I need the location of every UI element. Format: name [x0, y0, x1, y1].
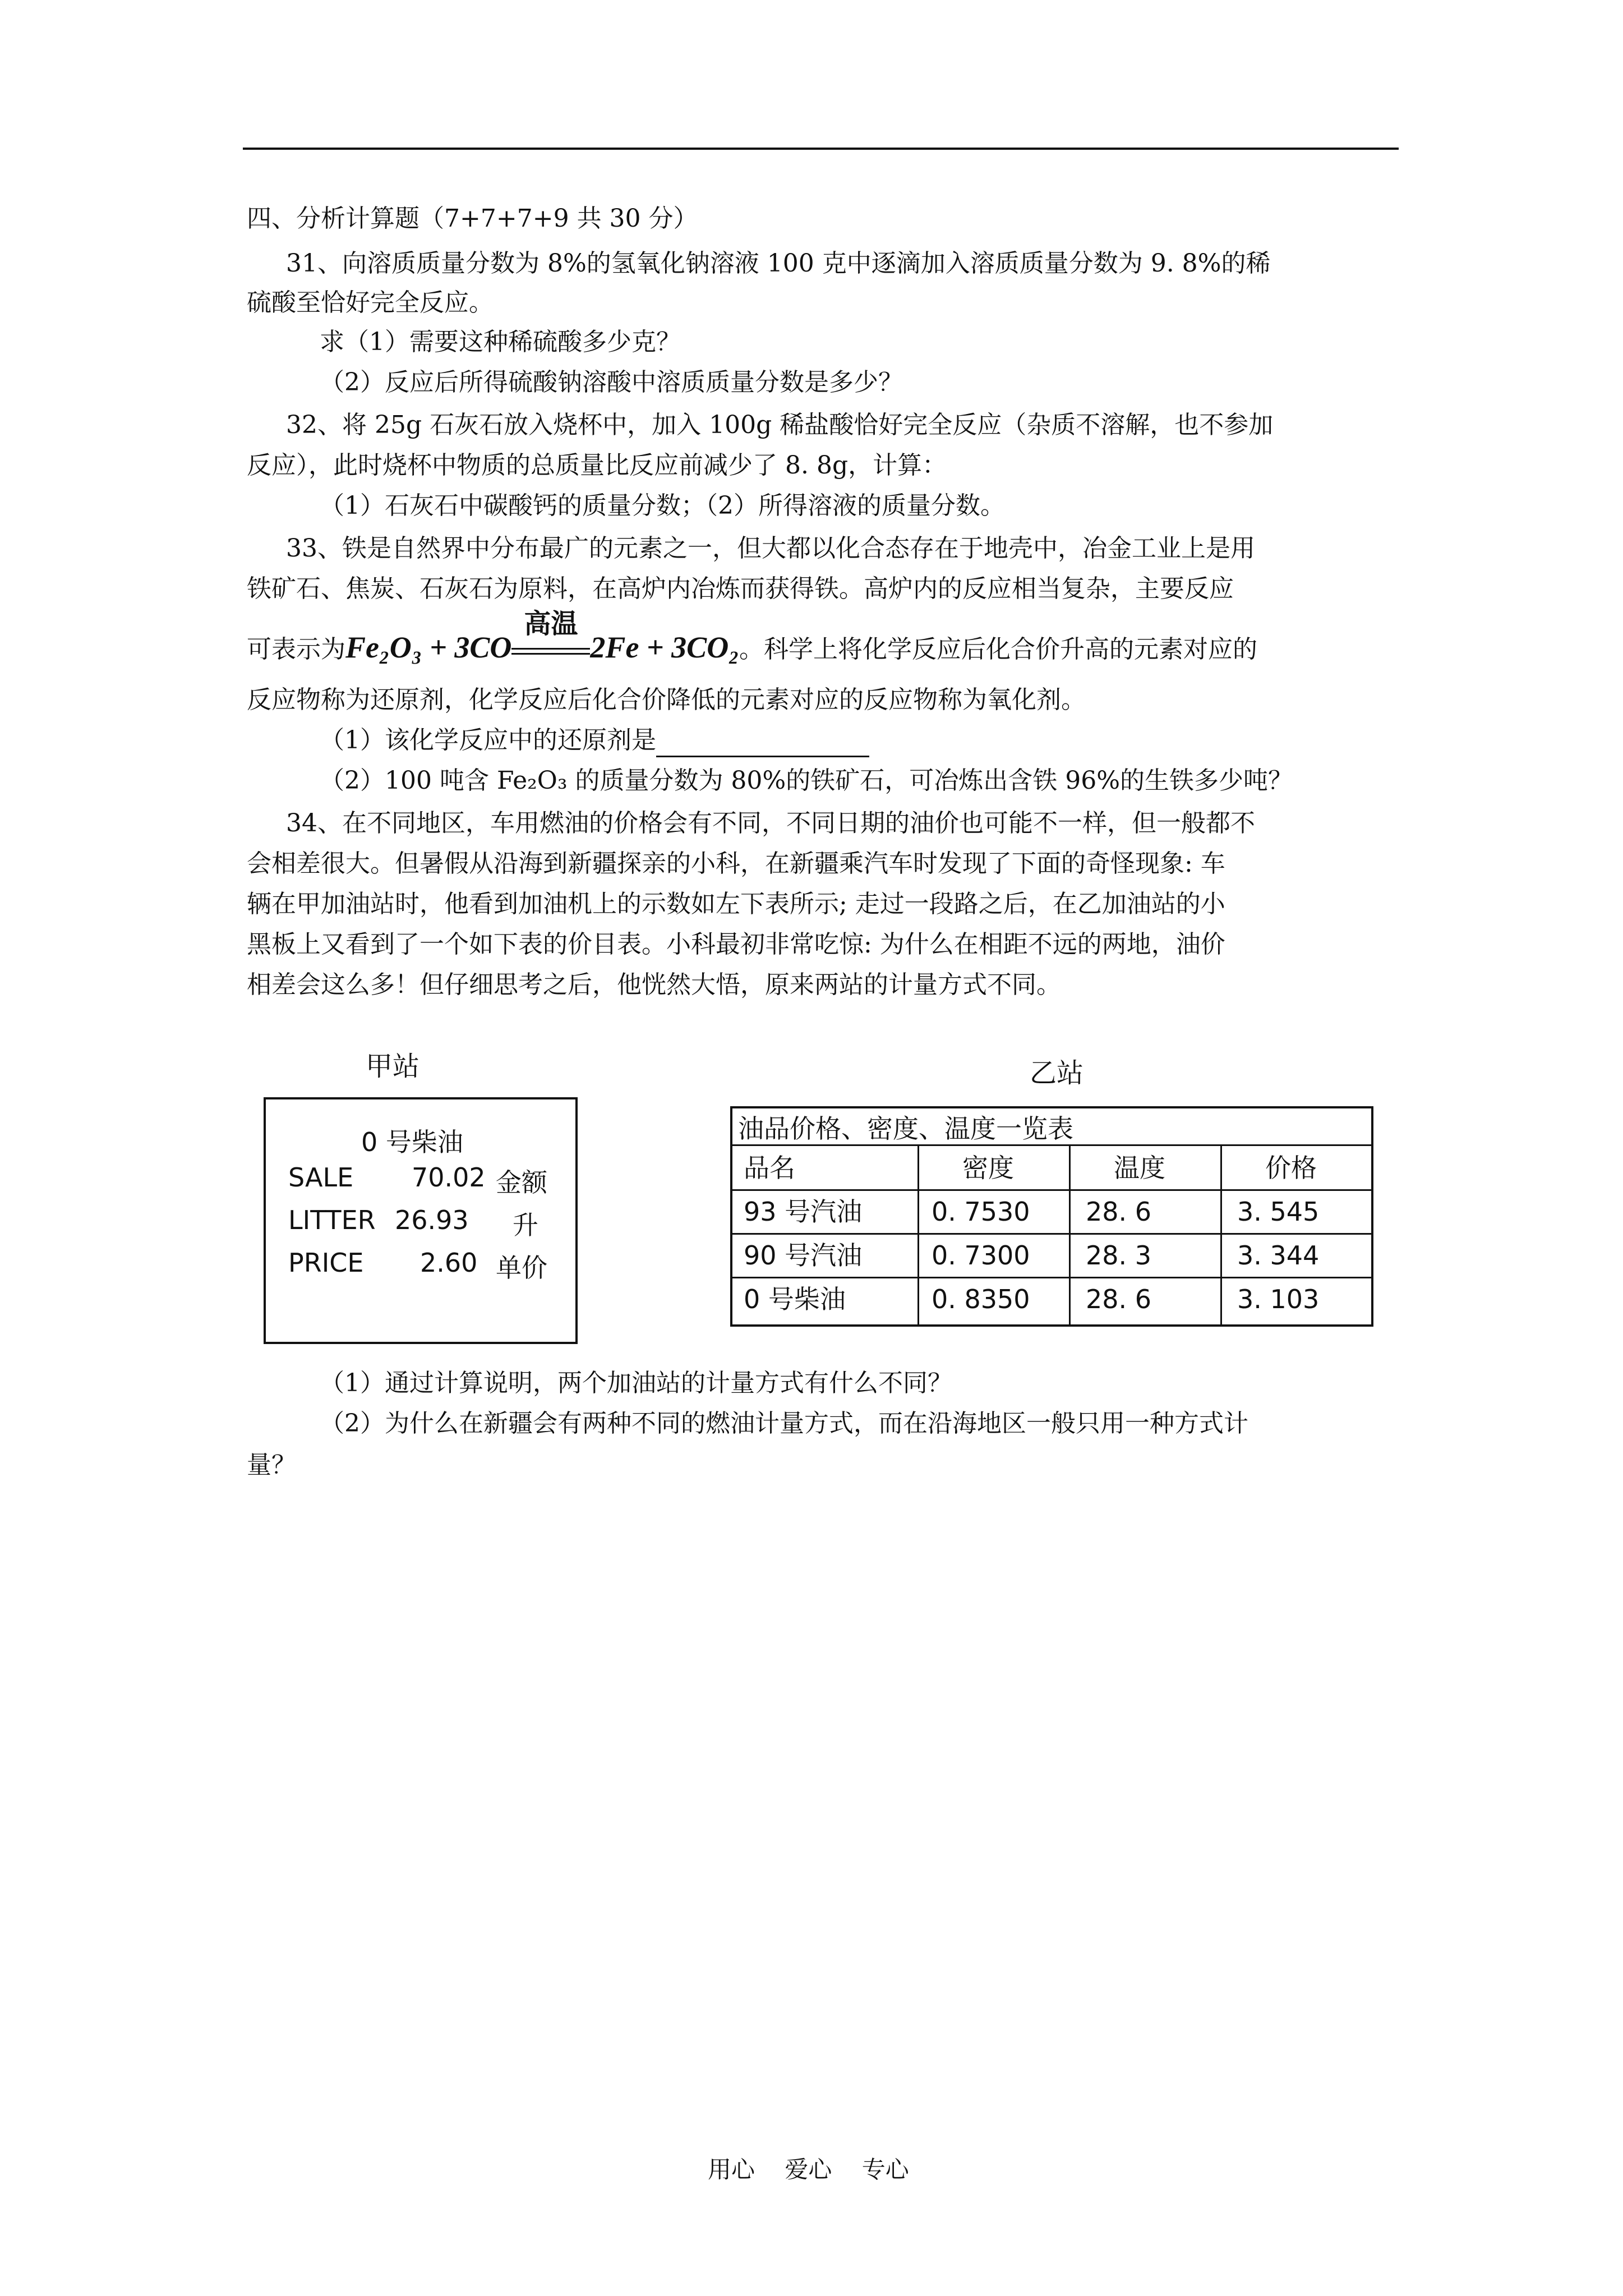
- pump-row-unit: 单价: [496, 1253, 547, 1283]
- q32-sub1: （1）石灰石中碳酸钙的质量分数；（2）所得溶液的质量分数。: [320, 491, 1005, 520]
- pump-row-unit: 金额: [496, 1167, 547, 1198]
- q33-line4: 反应物称为还原剂，化学反应后化合价降低的元素对应的反应物称为氧化剂。: [247, 685, 1086, 714]
- pump-row-key: SALE: [288, 1162, 354, 1193]
- price-table-caption: 油品价格、密度、温度一览表: [738, 1114, 1073, 1144]
- answer-blank[interactable]: [656, 733, 869, 757]
- pump-row-key: LITTER: [288, 1205, 376, 1235]
- station-yi-label: 乙站: [1030, 1057, 1084, 1089]
- q34-line1: 34、在不同地区，车用燃油的价格会有不同，不同日期的油价也可能不一样，但一般都不: [286, 809, 1255, 838]
- pump-display: [264, 1097, 578, 1344]
- pump-display-title: 0 号柴油: [361, 1127, 463, 1157]
- q33-line3-suffix: 。科学上将化学反应后化合价升高的元素对应的: [739, 635, 1258, 664]
- pump-row-unit: 升: [513, 1210, 538, 1240]
- price-table: [730, 1106, 1373, 1327]
- table-header-cell: 品名: [744, 1153, 795, 1183]
- q31-line2: 硫酸至恰好完全反应。: [247, 288, 494, 317]
- q32-line1: 32、将 25g 石灰石放入烧杯中，加入 100g 稀盐酸恰好完全反应（杂质不溶解，也不参加: [286, 411, 1274, 439]
- table-cell: 3. 545: [1237, 1197, 1320, 1227]
- q34-line5: 相差会这么多！但仔细思考之后，他恍然大悟，原来两站的计量方式不同。: [247, 970, 1061, 999]
- q33-line3-prefix: 可表示为: [247, 635, 345, 664]
- station-jia-label: 甲站: [366, 1051, 420, 1082]
- q33-line2: 铁矿石、焦炭、石灰石为原料，在高炉内冶炼而获得铁。高炉内的反应相当复杂，主要反应: [247, 574, 1234, 603]
- header-rule: [243, 148, 1399, 150]
- q33-sub1: [320, 724, 869, 757]
- page-footer: 用心 爱心 专心: [708, 2156, 909, 2183]
- pump-row-value: 2.60: [420, 1248, 478, 1278]
- equation-arrow: [511, 608, 590, 666]
- q33-line1: 33、铁是自然界中分布最广的元素之一，但大都以化合态存在于地壳中，冶金工业上是用: [286, 534, 1255, 563]
- table-cell: 3. 103: [1237, 1284, 1320, 1314]
- table-cell: 28. 3: [1086, 1240, 1152, 1271]
- q32-line2: 反应），此时烧杯中物质的总质量比反应前减少了 8. 8g，计算：: [247, 451, 947, 480]
- table-header-cell: 密度: [962, 1153, 1014, 1183]
- section-heading: 四、分析计算题（7+7+7+9 共 30 分）: [247, 204, 698, 233]
- table-cell: 0. 8350: [932, 1284, 1030, 1314]
- q31-line1: 31、向溶质质量分数为 8%的氢氧化钠溶液 100 克中逐滴加入溶质质量分数为 9. 8%的稀: [286, 249, 1271, 278]
- table-cell: 90 号汽油: [744, 1240, 863, 1271]
- q33-equation-line: [247, 608, 1258, 666]
- q34-sub2-line2: 量？: [247, 1451, 296, 1479]
- table-header-cell: 温度: [1114, 1153, 1165, 1183]
- q31-sub1: 求（1）需要这种稀硫酸多少克？: [320, 328, 681, 356]
- table-cell: 28. 6: [1086, 1197, 1152, 1227]
- table-cell: 3. 344: [1237, 1240, 1320, 1271]
- table-cell: 28. 6: [1086, 1284, 1152, 1314]
- table-cell: 0. 7530: [932, 1197, 1030, 1227]
- equation-reactants: Fe₂O₃ + 3CO: [345, 631, 512, 664]
- q33-sub2: （2）100 吨含 Fe₂O₃ 的质量分数为 80%的铁矿石，可冶炼出含铁 96%的生铁多少吨？: [320, 766, 1293, 795]
- pump-row-key: PRICE: [288, 1248, 364, 1278]
- q34-line4: 黑板上又看到了一个如下表的价目表。小科最初非常吃惊: 为什么在相距不远的两地，油价: [247, 930, 1225, 959]
- table-cell: 0 号柴油: [744, 1284, 846, 1314]
- equation-products: 2Fe + 3CO₂: [590, 631, 740, 664]
- pump-row-value: 26.93: [395, 1205, 469, 1235]
- q34-line2: 会相差很大。但暑假从沿海到新疆探亲的小科，在新疆乘汽车时发现了下面的奇怪现象: 车: [247, 849, 1225, 878]
- equation-condition: 高温: [524, 608, 578, 639]
- q33-sub1-text: （1）该化学反应中的还原剂是: [320, 726, 656, 754]
- table-cell: 93 号汽油: [744, 1197, 863, 1227]
- table-header-cell: 价格: [1265, 1153, 1317, 1183]
- q34-sub2-line1: （2）为什么在新疆会有两种不同的燃油计量方式，而在沿海地区一般只用一种方式计: [320, 1409, 1248, 1438]
- q34-sub1: （1）通过计算说明，两个加油站的计量方式有什么不同？: [320, 1369, 952, 1397]
- q31-sub2: （2）反应后所得硫酸钠溶酸中溶质质量分数是多少？: [320, 368, 903, 397]
- q34-line3: 辆在甲加油站时，他看到加油机上的示数如左下表所示; 走过一段路之后，在乙加油站的小: [247, 890, 1225, 918]
- table-cell: 0. 7300: [932, 1240, 1030, 1271]
- pump-row-value: 70.02: [412, 1162, 486, 1193]
